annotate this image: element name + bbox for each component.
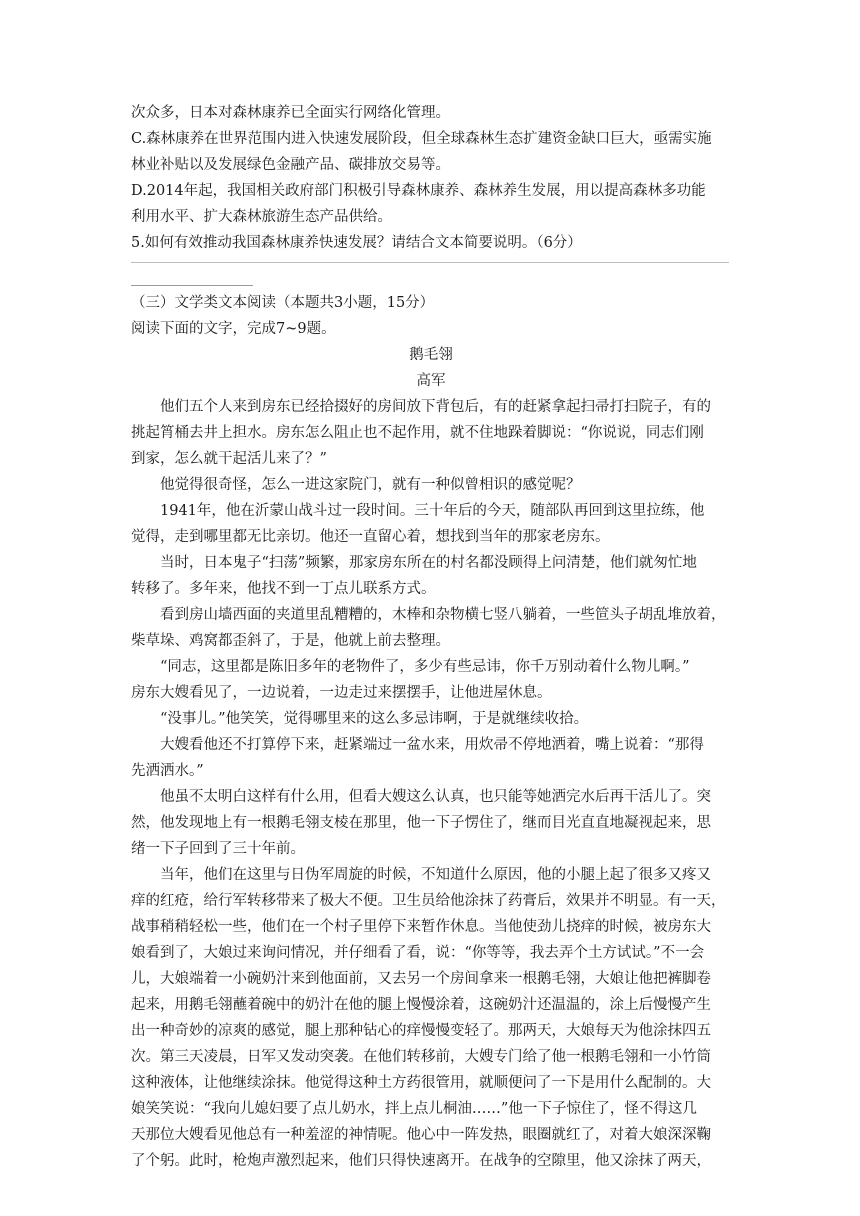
paragraph-line: 次。第三天凌晨，日军又发动突袭。在他们转移前，大嫂专门给了他一根鹅毛翎和一小竹筒 xyxy=(131,1049,711,1065)
paragraph-line: 大嫂看他还不打算停下来，赶紧端过一盆水来，用炊帚不停地洒着，嘴上说着：“那得 xyxy=(160,737,704,753)
paragraph-line: 了个躬。此时，枪炮声激烈起来，他们只得快速离开。在战争的空隙里，他又涂抹了两天， xyxy=(131,1153,711,1169)
option-d-line-2: 利用水平、扩大森林旅游生态产品供给。 xyxy=(131,209,392,225)
paragraph-line: 绪一下子回到了三十年前。 xyxy=(131,841,305,857)
option-d-line-1: D.2014年起，我国相关政府部门积极引导森林康养、森林养生发展，用以提高森林多功能 xyxy=(131,183,706,199)
paragraph-line: 当时，日本鬼子“扫荡”频繁，那家房东所在的村名都没顾得上问清楚，他们就匆忙地 xyxy=(160,555,697,571)
paragraph-line: 他虽不太明白这样有什么用，但看大嫂这么认真，也只能等她洒完水后再干活儿了。突 xyxy=(160,789,711,805)
story-author: 高军 xyxy=(416,373,446,389)
paragraph-line: 挑起筲桶去井上担水。房东怎么阻止也不起作用，就不住地跺着脚说：“你说说，同志们刚 xyxy=(131,425,704,441)
story-title: 鹅毛翎 xyxy=(409,347,453,363)
question-5: 5.如何有效推动我国森林康养快速发展？请结合文本简要说明。（6分） xyxy=(131,235,582,251)
paragraph-line: 出一种奇妙的凉爽的感觉，腿上那种钻心的痒慢慢变轻了。那两天，大娘每天为他涂抹四五 xyxy=(131,1023,711,1039)
paragraph-line: 然，他发现地上有一根鹅毛翎支棱在那里，他一下子愣住了，继而目光直直地凝视起来，思 xyxy=(131,815,711,831)
answer-line xyxy=(131,262,729,263)
story-body xyxy=(131,394,731,1174)
paragraph-line: 战事稍稍轻松一些，他们在一个村子里停下来暂作休息。当他使劲儿挠痒的时候，被房东大 xyxy=(131,919,711,935)
paragraph-line: 娘看到了，大娘过来询问情况，并仔细看了看，说：“你等等，我去弄个土方试试。”不一会 xyxy=(131,945,705,961)
paragraph-line: 这种液体，让他继续涂抹。他觉得这种土方药很管用，就顺便问了一下是用什么配制的。大 xyxy=(131,1075,711,1091)
paragraph-line: “没事儿。”他笑笑，觉得哪里来的这么多忌讳啊，于是就继续收拾。 xyxy=(160,711,589,727)
paragraph-line: 转移了。多年来，他找不到一丁点儿联系方式。 xyxy=(131,581,436,597)
section-3-header xyxy=(131,290,731,394)
option-c-line-2: 林业补贴以及发展绿色金融产品、碳排放交易等。 xyxy=(131,157,450,173)
paragraph-line: 觉得，走到哪里都无比亲切。他还一直留心着，想找到当年的那家老房东。 xyxy=(131,529,610,545)
section-heading: （三）文学类文本阅读（本题共3小题，15分） xyxy=(131,295,435,311)
footnote-separator xyxy=(131,285,253,286)
paragraph-line: 他们五个人来到房东已经拾掇好的房间放下背包后，有的赶紧拿起扫帚打扫院子，有的 xyxy=(160,399,711,415)
paragraph-line: 先洒洒水。” xyxy=(131,763,204,779)
paragraph-line: 天那位大嫂看见他总有一种羞涩的神情呢。他心中一阵发热，眼圈就红了，对着大娘深深鞠 xyxy=(131,1127,711,1143)
option-c-line-1: C.森林康养在世界范围内进入快速发展阶段，但全球森林生态扩建资金缺口巨大，亟需实施 xyxy=(131,131,712,147)
paragraph-line: 起来，用鹅毛翎蘸着碗中的奶汁在他的腿上慢慢涂着，这碗奶汁还温温的，涂上后慢慢产生 xyxy=(131,997,711,1013)
paragraph-line: 儿，大娘端着一小碗奶汁来到他面前，又去另一个房间拿来一根鹅毛翎，大娘让他把裤脚卷 xyxy=(131,971,711,987)
paragraph-line: 娘笑笑说：“我向儿媳妇要了点儿奶水，拌上点儿桐油……”他一下子惊住了，怪不得这几 xyxy=(131,1101,697,1117)
paragraph-line: 到家，怎么就干起活儿来了？” xyxy=(131,451,327,467)
paragraph-line: 柴草垛、鸡窝都歪斜了，于是，他就上前去整理。 xyxy=(131,633,450,649)
paragraph-line: “同志，这里都是陈旧多年的老物件了，多少有些忌讳，你千万别动着什么物儿啊。” xyxy=(160,659,690,675)
paragraph-line: 他觉得很奇怪，怎么一进这家院门，就有一种似曾相识的感觉呢？ xyxy=(160,477,581,493)
text-line: 次众多，日本对森林康养已全面实行网络化管理。 xyxy=(131,105,450,121)
reading-instruction: 阅读下面的文字，完成7~9题。 xyxy=(131,321,336,337)
question-options-block xyxy=(131,100,731,256)
paragraph-line: 1941年，他在沂蒙山战斗过一段时间。三十年后的今天，随部队再回到这里拉练，他 xyxy=(160,503,705,519)
paragraph-line: 房东大嫂看见了，一边说着，一边走过来摆摆手，让他进屋休息。 xyxy=(131,685,552,701)
paragraph-line: 看到房山墙西面的夹道里乱糟糟的，木棒和杂物横七竖八躺着，一些笸头子胡乱堆放着， xyxy=(160,607,726,623)
paragraph-line: 当年，他们在这里与日伪军周旋的时候，不知道什么原因，他的小腿上起了很多又疼又 xyxy=(160,867,711,883)
paragraph-line: 痒的红疮，给行军转移带来了极大不便。卫生员给他涂抹了药膏后，效果并不明显。有一天， xyxy=(131,893,726,909)
